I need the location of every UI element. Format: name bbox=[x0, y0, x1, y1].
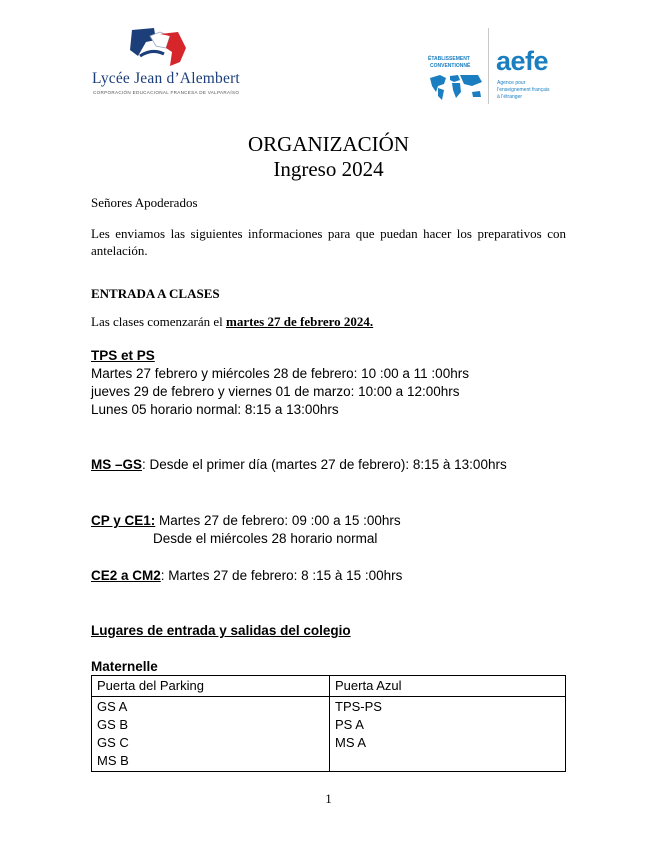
school-name: Lycée Jean d’Alembert bbox=[92, 70, 240, 87]
greeting: Señores Apoderados bbox=[91, 195, 198, 210]
msgs-heading: MS –GS bbox=[91, 457, 143, 472]
cp-line-2: Desde el miércoles 28 horario normal bbox=[153, 531, 378, 546]
cp-heading: CP y CE1: bbox=[91, 513, 156, 528]
aefe-tagline-1: Agence pour bbox=[497, 80, 526, 86]
list-item: MS A bbox=[335, 735, 367, 750]
list-item: GS C bbox=[97, 735, 129, 750]
cp-line-1 bbox=[91, 511, 401, 530]
school-subtitle: CORPORACIÓN EDUCACIONAL FRANCESA DE VALPARAÍSO bbox=[93, 90, 240, 95]
tps-line-1: Martes 27 febrero y miércoles 28 de febrero: 10 :00 a 11 :00hrs bbox=[91, 366, 469, 381]
start-prefix: Las clases comenzarán el bbox=[91, 314, 226, 329]
lycee-emblem-icon bbox=[126, 26, 190, 68]
start-sentence bbox=[91, 314, 373, 330]
tps-heading: TPS et PS bbox=[91, 348, 155, 363]
list-item: GS A bbox=[97, 699, 128, 714]
page-number: 1 bbox=[325, 791, 332, 806]
aefe-name: aefe bbox=[496, 46, 549, 76]
intro-paragraph: Les enviamos las siguientes informaciones para que puedan hacer los preparativos con antelación. bbox=[91, 226, 566, 258]
cp-text-1: Martes 27 de febrero: 09 :00 a 15 :00hrs bbox=[155, 513, 401, 528]
column-header-azul: Puerta Azul bbox=[330, 676, 566, 697]
aefe-label-line1: ÉTABLISSEMENT bbox=[428, 56, 470, 62]
aefe-label-line2: CONVENTIONNÉ bbox=[430, 63, 471, 69]
entrada-heading: ENTRADA A CLASES bbox=[91, 286, 220, 301]
table-row bbox=[92, 697, 566, 772]
table-header-row bbox=[92, 676, 566, 697]
lycee-logo bbox=[92, 26, 240, 98]
lugares-heading: Lugares de entrada y salidas del colegio bbox=[91, 623, 351, 638]
msgs-text: : Desde el primer día (martes 27 de febrero): 8:15 à 13:00hrs bbox=[142, 457, 507, 472]
aefe-logo bbox=[426, 28, 568, 104]
list-item: TPS-PS bbox=[335, 699, 382, 714]
page-subtitle: Ingreso 2024 bbox=[273, 157, 384, 181]
page-title: ORGANIZACIÓN bbox=[248, 132, 409, 156]
list-item: MS B bbox=[97, 753, 129, 768]
maternelle-heading: Maternelle bbox=[91, 659, 158, 674]
parking-cell bbox=[92, 697, 330, 772]
msgs-line bbox=[91, 455, 507, 474]
list-item: GS B bbox=[97, 717, 129, 732]
column-header-parking: Puerta del Parking bbox=[92, 676, 330, 697]
aefe-tagline-2: l’enseignement français bbox=[497, 87, 550, 93]
aefe-tagline-3: à l’étranger bbox=[497, 94, 523, 100]
maternelle-table bbox=[91, 675, 566, 772]
tps-line-3: Lunes 05 horario normal: 8:15 a 13:00hrs bbox=[91, 402, 339, 417]
tps-line-2: jueves 29 de febrero y viernes 01 de marzo: 10:00 a 12:00hrs bbox=[91, 384, 460, 399]
start-date: martes 27 de febrero 2024. bbox=[225, 314, 374, 329]
world-map-icon bbox=[426, 72, 486, 102]
ce2-text: : Martes 27 de febrero: 8 :15 à 15 :00hrs bbox=[160, 568, 403, 583]
list-item: PS A bbox=[335, 717, 364, 732]
aefe-divider bbox=[488, 28, 489, 104]
azul-cell bbox=[330, 697, 566, 772]
ce2-heading: CE2 a CM2 bbox=[91, 568, 161, 583]
ce2-line bbox=[91, 566, 402, 585]
